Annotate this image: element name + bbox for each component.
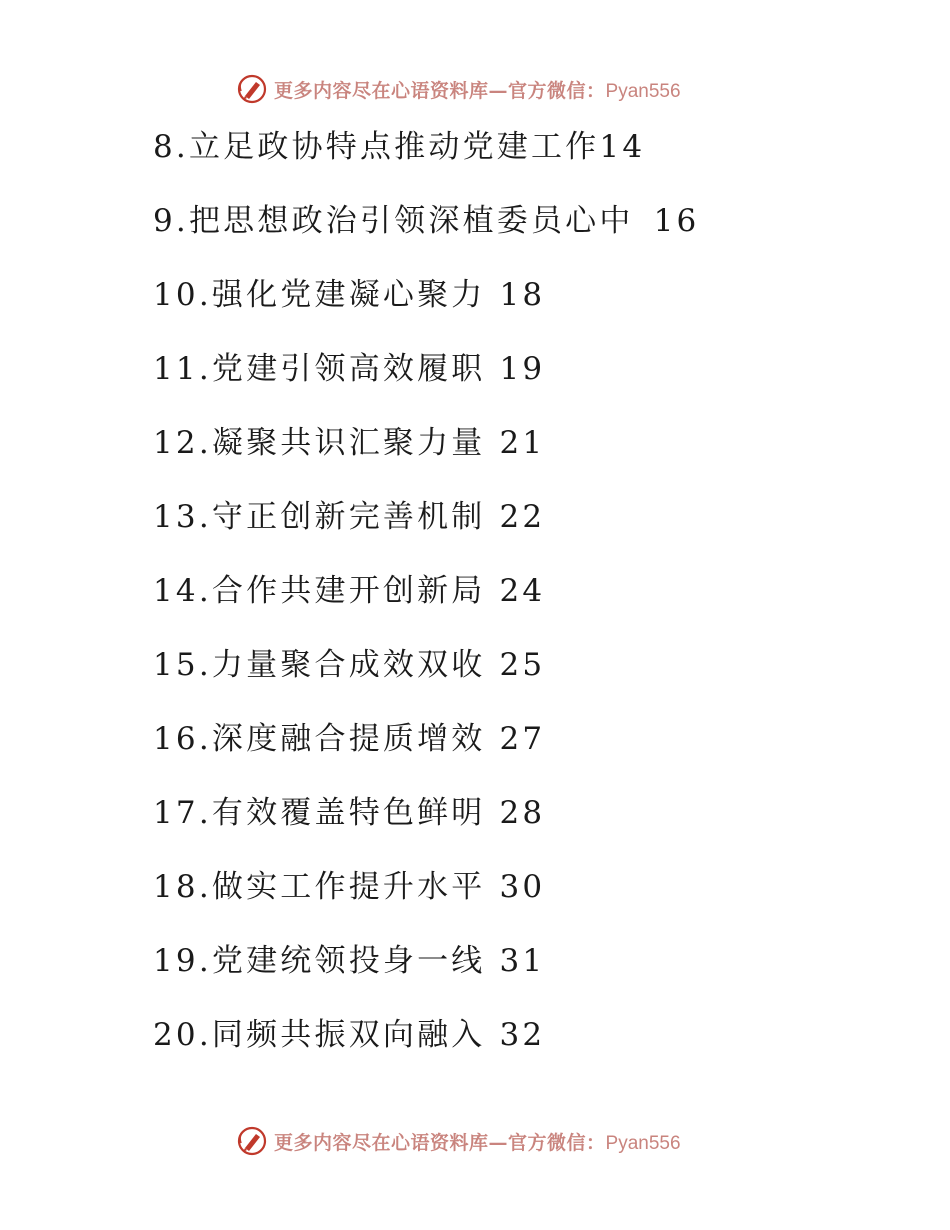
toc-entry bbox=[153, 636, 853, 710]
toc-entry bbox=[153, 340, 853, 414]
table-of-contents bbox=[153, 118, 853, 1080]
pen-logo-icon bbox=[236, 73, 268, 105]
toc-entry-title: 20.同频共振双向融入 bbox=[153, 1017, 486, 1053]
toc-entry-page: 21 bbox=[499, 425, 546, 461]
toc-entry-page: 14 bbox=[599, 129, 646, 165]
toc-entry bbox=[153, 562, 853, 636]
pen-logo-icon bbox=[236, 1125, 268, 1157]
toc-entry-page: 31 bbox=[499, 943, 546, 979]
toc-entry bbox=[153, 192, 853, 266]
toc-entry-page: 16 bbox=[653, 203, 700, 239]
toc-entry bbox=[153, 932, 853, 1006]
toc-entry bbox=[153, 118, 853, 192]
toc-entry-page: 18 bbox=[499, 277, 546, 313]
toc-entry-title: 18.做实工作提升水平 bbox=[153, 869, 486, 905]
toc-entry-title: 8.立足政协特点推动党建工作 bbox=[153, 129, 600, 165]
toc-entry-title: 12.凝聚共识汇聚力量 bbox=[153, 425, 486, 461]
toc-entry-page: 27 bbox=[499, 721, 546, 757]
toc-entry-page: 22 bbox=[499, 499, 546, 535]
toc-entry-page: 25 bbox=[499, 647, 546, 683]
toc-entry-page: 30 bbox=[499, 869, 546, 905]
toc-entry bbox=[153, 488, 853, 562]
toc-entry-page: 32 bbox=[499, 1017, 546, 1053]
watermark-text: 更多内容尽在心语资料库—官方微信：Pyan556 bbox=[274, 1131, 681, 1154]
toc-entry bbox=[153, 784, 853, 858]
toc-entry bbox=[153, 858, 853, 932]
toc-entry bbox=[153, 710, 853, 784]
toc-entry bbox=[153, 1006, 853, 1080]
toc-entry-title: 10.强化党建凝心聚力 bbox=[153, 277, 486, 313]
toc-entry bbox=[153, 266, 853, 340]
header-watermark bbox=[236, 72, 681, 106]
toc-entry-title: 16.深度融合提质增效 bbox=[153, 721, 486, 757]
watermark-text: 更多内容尽在心语资料库—官方微信：Pyan556 bbox=[274, 79, 681, 102]
toc-entry-page: 19 bbox=[499, 351, 546, 387]
toc-entry-page: 28 bbox=[499, 795, 546, 831]
toc-entry-title: 11.党建引领高效履职 bbox=[153, 351, 486, 387]
toc-entry-title: 15.力量聚合成效双收 bbox=[153, 647, 486, 683]
footer-watermark bbox=[236, 1124, 681, 1158]
toc-entry bbox=[153, 414, 853, 488]
toc-entry-title: 9.把思想政治引领深植委员心中 bbox=[153, 203, 634, 239]
toc-entry-title: 14.合作共建开创新局 bbox=[153, 573, 486, 609]
toc-entry-title: 17.有效覆盖特色鲜明 bbox=[153, 795, 486, 831]
toc-entry-page: 24 bbox=[499, 573, 546, 609]
toc-entry-title: 19.党建统领投身一线 bbox=[153, 943, 486, 979]
toc-entry-title: 13.守正创新完善机制 bbox=[153, 499, 486, 535]
